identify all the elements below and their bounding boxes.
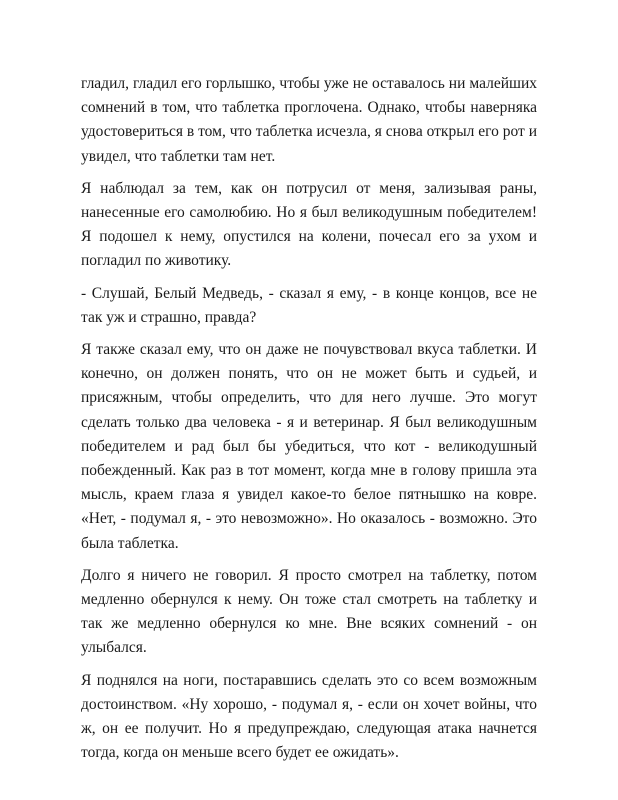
paragraph: Долго я ничего не говорил. Я просто смотрел на таблетку, потом медленно обернулся к нему. Он тоже стал смотреть на таблетку и так же медленно обернулся ко мне. Вне всяких сомнений - он улыбался. [81,566,537,657]
paragraph: Я наблюдал за тем, как он потрусил от меня, зализывая раны, нанесенные его самолюбию. Но я был великодушным победителем! Я подошел к нему, опустился на колени, почесал его за ухом и погладил по животику. [81,179,537,270]
paragraph: Я поднялся на ноги, постаравшись сделать это со всем возможным достоинством. «Ну хорошо, - подумал я, - если он хочет войны, что ж, он ее получит. Но я предупреждаю, следующая атака начнется тогда, когда он меньше всего будет ее ожидать». [81,671,537,762]
paragraph: Я также сказал ему, что он даже не почувствовал вкуса таблетки. И конечно, он должен понять, что он не может быть и судьей, и присяжным, чтобы определить, что для него лучше. Это могут сделать только два человека - я и ветеринар. Я был великодушным победителем и рад был бы убедиться, что кот - великодушный побежденный. Как раз в тот момент, когда мне в голову пришла эта мысль, краем глаза я увидел какое-то белое пятнышко на ковре. «Нет, - подумал я, - это невозможно». Но оказалось - возможно. Это была таблетка. [81,341,537,552]
paragraph: - Слушай, Белый Медведь, - сказал я ему, - в конце концов, все не так уж и страшно, правда? [81,284,537,326]
paragraph: гладил, гладил его горлышко, чтобы уже не оставалось ни малейших сомнений в том, что таблетка проглочена. Однако, чтобы наверняка удостовериться в том, что таблетка исчезла, я снова открыл его рот и увидел, что таблетки там нет. [81,75,537,165]
body-text [81,72,537,773]
